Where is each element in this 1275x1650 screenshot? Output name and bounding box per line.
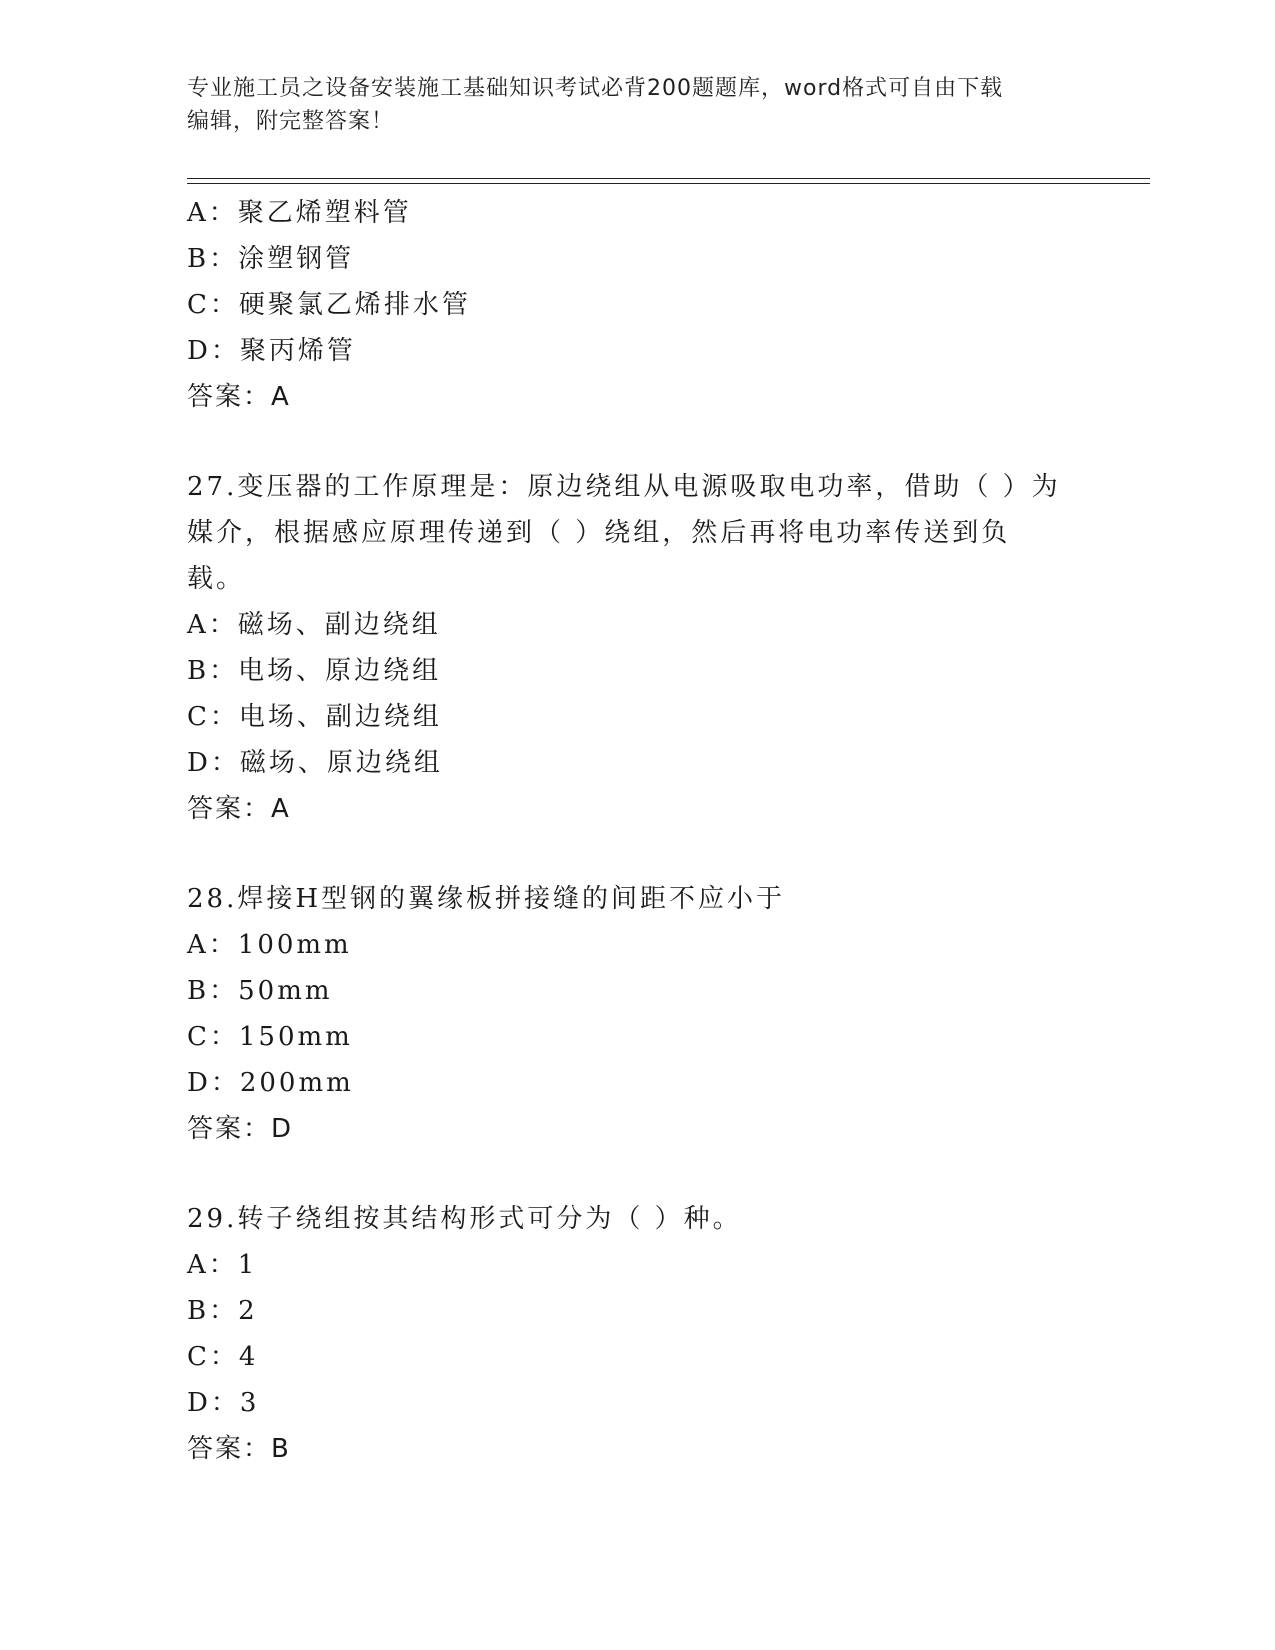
question-27 xyxy=(187,464,1087,832)
header-line-1: 专业施工员之设备安装施工基础知识考试必背200题题库，word格式可自由下载 xyxy=(187,76,1004,101)
option-b: B：2 xyxy=(187,1296,258,1326)
spacer xyxy=(187,1152,1087,1196)
spacer xyxy=(187,420,1087,464)
header-divider-bottom xyxy=(187,183,1150,184)
option-d: D：磁场、原边绕组 xyxy=(187,748,443,778)
option-c: C：4 xyxy=(187,1342,259,1372)
question-28 xyxy=(187,876,1087,1152)
option-c: C：电场、副边绕组 xyxy=(187,702,442,732)
question-26 xyxy=(187,190,1087,420)
header-line-2: 编辑，附完整答案！ xyxy=(187,109,395,134)
option-c: C：150mm xyxy=(187,1022,353,1052)
question-text-line-1: 28.焊接H型钢的翼缘板拼接缝的间距不应小于 xyxy=(187,884,786,914)
option-b: B：50mm xyxy=(187,976,333,1006)
option-a: A：聚乙烯塑料管 xyxy=(187,198,412,228)
question-text xyxy=(187,876,1067,922)
option-a: A：100mm xyxy=(187,930,352,960)
question-text xyxy=(187,464,1067,602)
question-list xyxy=(187,190,1087,1472)
answer: 答案：B xyxy=(187,1434,291,1464)
spacer xyxy=(187,832,1087,876)
option-d: D：200mm xyxy=(187,1068,354,1098)
option-c: C：硬聚氯乙烯排水管 xyxy=(187,290,471,320)
answer: 答案：D xyxy=(187,1114,294,1144)
option-d: D：3 xyxy=(187,1388,260,1418)
option-a: A：磁场、副边绕组 xyxy=(187,610,441,640)
answer: 答案：A xyxy=(187,382,291,412)
option-b: B：电场、原边绕组 xyxy=(187,656,442,686)
option-d: D：聚丙烯管 xyxy=(187,336,356,366)
answer: 答案：A xyxy=(187,794,291,824)
question-text-line-1: 29.转子绕组按其结构形式可分为（ ）种。 xyxy=(187,1204,742,1234)
option-a: A：1 xyxy=(187,1250,258,1280)
question-text-line-2: 媒介，根据感应原理传递到（ ）绕组，然后再将电功率传送到负载。 xyxy=(187,518,1011,594)
question-text-line-1: 27.变压器的工作原理是：原边绕组从电源吸取电功率，借助（ ）为 xyxy=(187,472,1061,502)
question-29 xyxy=(187,1196,1087,1472)
document-header xyxy=(187,72,1067,138)
header-divider-top xyxy=(187,178,1150,179)
option-b: B：涂塑钢管 xyxy=(187,244,355,274)
question-text xyxy=(187,1196,1067,1242)
